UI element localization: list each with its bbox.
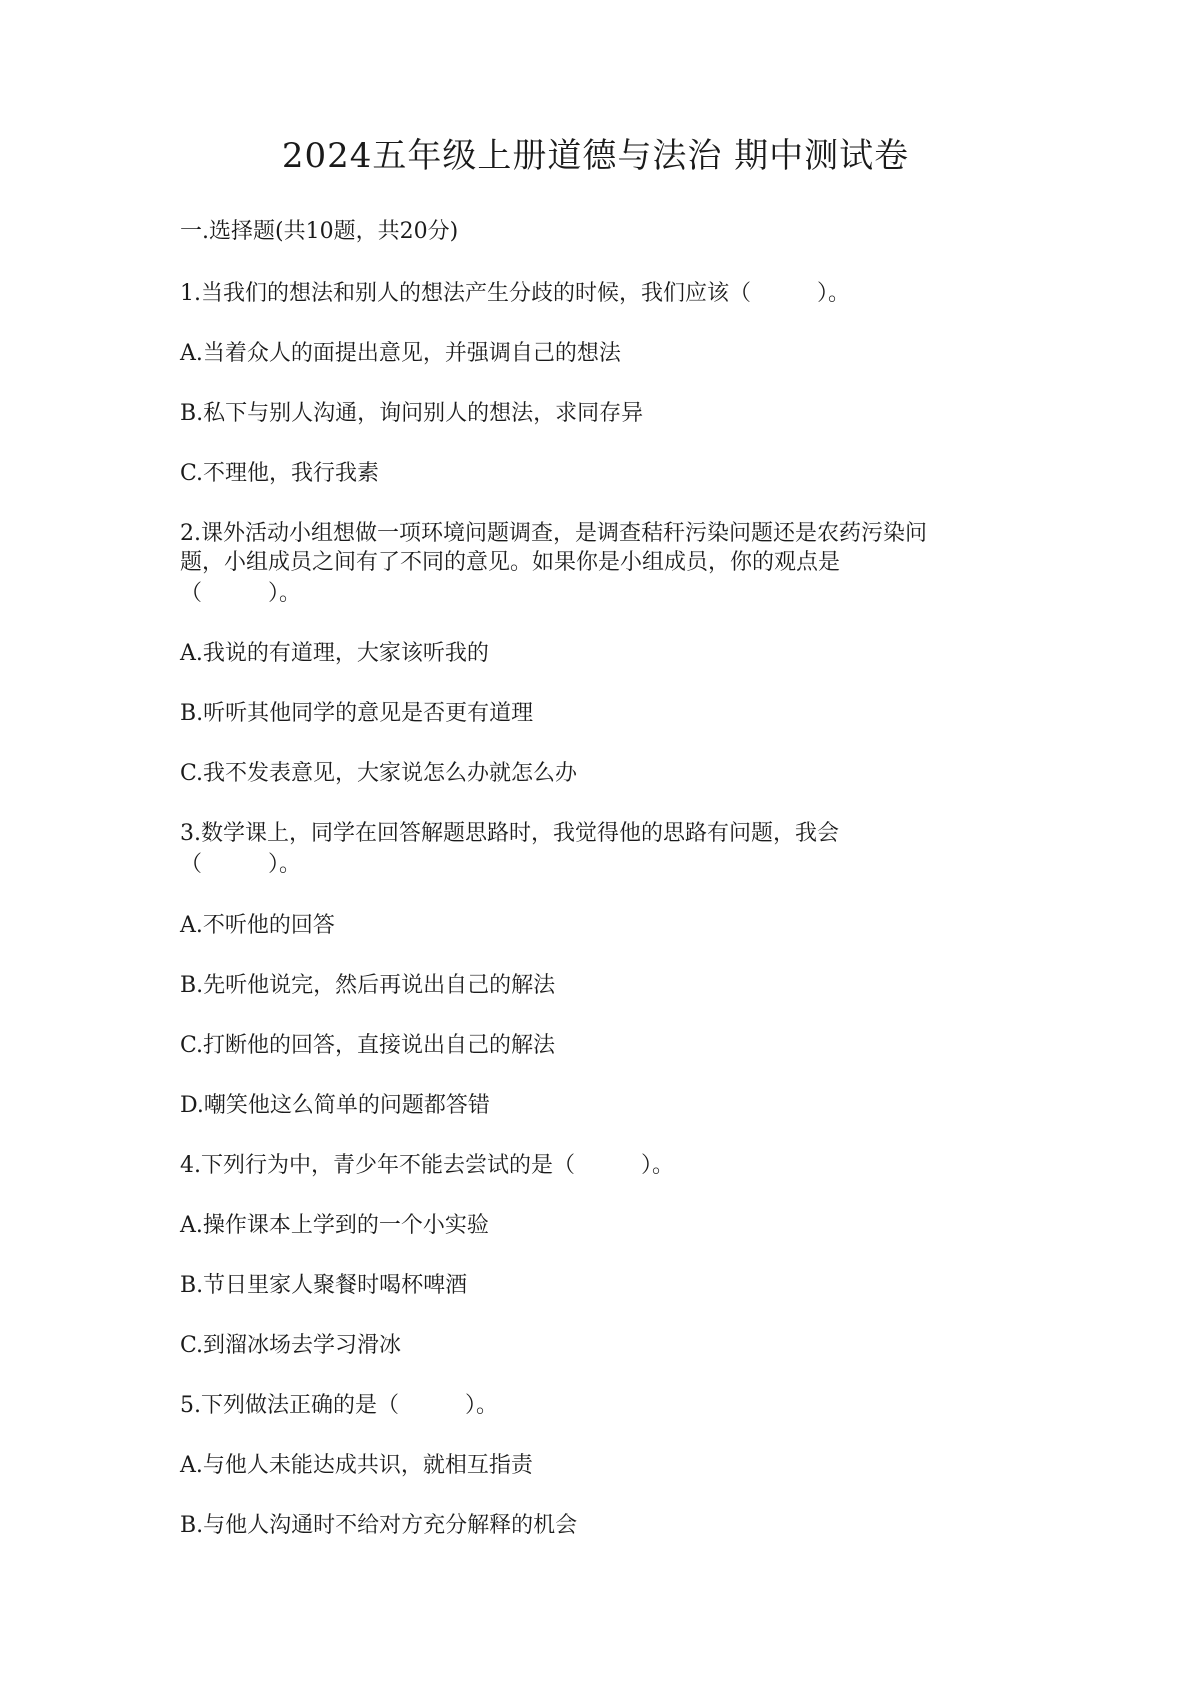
question-4-option-b: B.节日里家人聚餐时喝杯啤酒 [180, 1273, 468, 1298]
question-3-option-b: B.先听他说完，然后再说出自己的解法 [180, 973, 556, 998]
question-1-stem: 1.当我们的想法和别人的想法产生分歧的时候，我们应该（ ）。 [180, 281, 850, 306]
question-2-stem-line-2: 题，小组成员之间有了不同的意见。如果你是小组成员，你的观点是 [180, 550, 841, 575]
question-5-stem: 5.下列做法正确的是（ ）。 [180, 1393, 498, 1418]
page-title: 2024五年级上册道德与法治 期中测试卷 [281, 136, 910, 176]
question-1-option-b: B.私下与别人沟通，询问别人的想法，求同存异 [180, 401, 644, 426]
question-2-option-a: A.我说的有道理，大家该听我的 [180, 641, 489, 666]
question-4-stem: 4.下列行为中，青少年不能去尝试的是（ ）。 [180, 1153, 674, 1178]
question-3-option-a: A.不听他的回答 [180, 913, 335, 938]
question-5-option-a: A.与他人未能达成共识，就相互指责 [180, 1453, 533, 1478]
question-2-stem-line-1: 2.课外活动小组想做一项环境问题调查，是调查秸秆污染问题还是农药污染问 [180, 521, 927, 546]
question-4-option-a: A.操作课本上学到的一个小实验 [180, 1213, 489, 1238]
question-5-option-b: B.与他人沟通时不给对方充分解释的机会 [180, 1513, 578, 1538]
question-1-option-c: C.不理他，我行我素 [180, 461, 380, 486]
question-3-stem-line-1: 3.数学课上，同学在回答解题思路时，我觉得他的思路有问题，我会 [180, 821, 839, 846]
question-2-option-b: B.听听其他同学的意见是否更有道理 [180, 701, 534, 726]
question-2-stem-line-3: （ ）。 [180, 581, 302, 606]
question-3-option-c: C.打断他的回答，直接说出自己的解法 [180, 1033, 556, 1058]
question-4-option-c: C.到溜冰场去学习滑冰 [180, 1333, 402, 1358]
question-3-option-d: D.嘲笑他这么简单的问题都答错 [180, 1093, 490, 1118]
question-3-stem-line-2: （ ）。 [180, 852, 302, 877]
question-1-option-a: A.当着众人的面提出意见，并强调自己的想法 [180, 341, 621, 366]
section-heading: 一.选择题(共10题，共20分) [180, 219, 459, 244]
question-2-option-c: C.我不发表意见，大家说怎么办就怎么办 [180, 761, 578, 786]
